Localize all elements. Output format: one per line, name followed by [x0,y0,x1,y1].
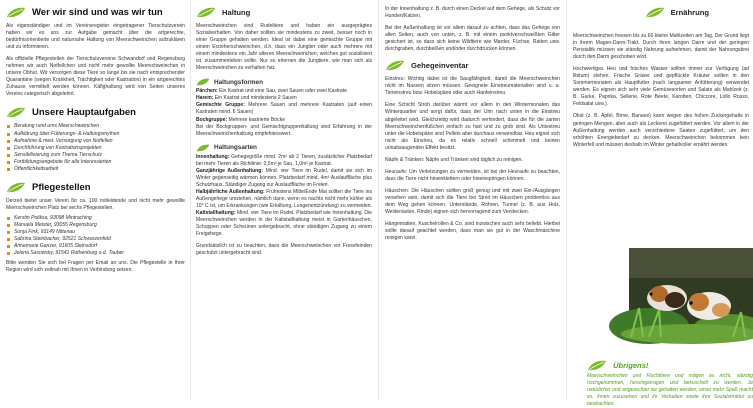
section-header-about [6,7,185,18]
section-header-foster [6,182,185,193]
section-title-foster: Pflegestellen [32,181,91,193]
list-item: Öffentlichkeitsarbeit [6,166,185,173]
type-coldstable: Kaltstallhaltung: Mind. vier Tiere im Rudel. Platzbedarf wie Innenhaltung. Die Meerschweinchen werden in der Kaltstallhaltung meist in Gartenhäuschen, Schuppen oder Scheunen untergebracht, ohne ständigen Zugang zu einem Freigehege. [196,210,372,238]
section-header-nutrition [573,7,749,18]
section-header-husbandry [196,7,372,18]
section-title-inventory: Gehegeinventar [411,61,469,71]
enclosure-paragraph-2: Bei der Außenhaltung ist vor allem darauf zu achten, dass das Gehege von allen Seiten, auch von unten, z. B. mit einem punktverschweißten Gitter gesichert ist, so dass sich keine Wildtiere wie Marder, Füchse, Ratten usw. durchgraben, durchbeißen und/oder durchdrücken können. [385,25,560,53]
green-leaf-icon [645,7,665,18]
fun-fact-header [587,360,753,371]
section-title-husbandry: Haltung [222,8,251,17]
green-leaf-icon [196,7,216,18]
type-outdoor-half: Halbjährliche Außenhaltung: Frühestens Mitte/Ende Mai sollten die Tiere ins Außengehege umziehen, nämlich dann, wenn es nachts nicht mehr kühler als 10° C ist, um Erkrankungen (wie Erkältung, Lungenentzündung) zu vermeiden. [196,188,372,209]
tasks-list [6,123,185,172]
list-item: Sabrina Steinbacher, 92521 Schwarzenfeld [6,236,185,243]
guinea-pig-photo [629,248,753,337]
inventory-houses: Häuschen: Die Häuschen sollten groß genug und mit zwei Ein-/Ausgängen versehen sein, damit sich die Tiere bei Streit im Häuschen problemlos aus dem Weg gehen können. Unterstände, Röhren, Tunnel (z. B. aus Holz, Weidenästen, Rinde) eignen sich hervorragend zum Verstecken. [385,187,560,216]
inventory-bowls: Näpfe & Tränken: Näpfe und Tränken sind täglich zu reinigen. [385,156,523,163]
form-buck: Bockgruppe: Mehrere kastrierte Böcke [196,116,285,123]
list-item: Sonja Fink, 93149 Nittenau [6,229,185,236]
foster-list [6,215,185,257]
list-item: Kerstin Poliksa, 93098 Mintraching [6,215,185,222]
about-paragraph-1: Als eigenständiger und im Vereinsregister eingetragener Tierschutzverein haben wir es uns zur Aufgabe gemacht über die artgerechte, bedürfnisorientierte und naturnahe Haltung von Meerschweinchen aufzuklären und zu informieren. [6,23,185,51]
subsection-header-forms [196,78,372,86]
section-header-inventory [385,60,560,71]
column-enclosure [378,0,566,400]
subsection-header-types [196,144,372,152]
husbandry-paragraph-1: Meerschweinchen sind Rudeltiere und haben ein ausgeprägtes Sozialverhalten. Von daher sollten sie mindestens zu zweit, besser noch in einer Gruppe gehalten werden. Ideal ist dabei eine gemischte Gruppe mit einem Erzieherschweinchen, d.h. dass ein Jungtier oder auch mehrere mit einem mindestens ein Jahr alteren Meerschweinchen, welches gut sozialisiert ist, zusammenleben sollte. Nur so erlernen die Jungtiere, wie man sich als Meerschweinchen zu verhalten hat. [196,23,372,72]
list-item: Manuela Meister, 93055 Regensburg [6,222,185,229]
form-harem: Harem: Ein Kastrat und mindestens 2 Sauen [196,95,297,102]
husbandry-paragraph-3: Grundsätzlich ist zu beachten, dass die Meerschweinchen vor Fressfeinden geschützt untergebracht sind. [196,243,372,257]
fun-fact-text: Meerschweinchen und Fluchttiere und mögen es nicht, ständig hochgenommen, herumgetragen und bekuschelt zu werden. Je natürlicher und artgerechter sie gehalten werden, umso mehr Spaß macht es, ihnen zuzusehen und ihr Verhalten sowie ihre Sozialstruktur zu beobachten. [587,373,753,408]
type-indoor: Innenhaltung: Gehegegröße mind. 2m² ab 2 Tieren, zusätzlicher Platzbedarf bei mehr Tieren als Richtlinie: 0,5m² je Sau, 1,0m² je Kastrat. [196,153,372,167]
inventory-hayrack: Heuraufe: Um Verletzungen zu vermeiden, ist bei der Heuraufe zu beachten, dass die Tiere nicht hineinklettern oder hineinspringen können. [385,168,560,182]
fun-fact-box [587,360,753,408]
about-paragraph-2: Als offizielle Pflegestellen der Tierschutzvereine Schwandorf und Regensburg nehmen wir auch Notfellchen und nicht mehr gewollte Meerschweinchen in unsere Obhut. Wir versorgen diese Tiere so lange bis sie nach entsprechender Quarantäne (wegen Krankheit, Trächtigkeit oder Kastration) in ein artgerechtes Zuhause vermittelt werden können. Käfighaltung wird von Seiten unseres Vereins categorisch abgelehnt. [6,56,185,98]
green-leaf-icon [385,60,405,71]
column-husbandry [190,0,378,400]
green-leaf-icon [6,107,26,118]
form-mixed: Gemischte Gruppe: Mehrere Sauen und mehrere Kastraten (auf einen Kastraten mind. 6 Sauen) [196,102,373,116]
green-leaf-icon [6,7,26,18]
list-item: Beratung rund ums Meerschweinchen [6,123,185,130]
list-item: Jelena Sasowsky, 91541 Rothenburg o.d. Tauber [6,250,185,257]
foster-paragraph-2: Bitte wenden Sie sich bei Fragen per Email an uns. Die Pflegestelle in Ihrer Region wird sich zeitnah mit Ihnen in Verbindung setzen. [6,260,185,274]
form-pairs: Pärchen: Ein Kastrat und eine Sau, zwei Sauen oder zwei Kastrate [196,88,347,95]
section-title-nutrition: Ernährung [670,8,709,17]
list-item: Sensibilisierung zum Thema Tierschutz [6,152,185,159]
section-title-about: Wer wir sind und was wir tun [32,7,163,18]
type-outdoor-year: Ganzjährige Außenhaltung: Mind. vier Tiere im Rudel, damit sie sich im Winter gegenseitig wärmen können. Platzbedarf mind. 4m² Auslauffläche plus Schutzhaus. Ständiger Zugang zur Auslauffläche im Freien. [196,167,372,188]
nutrition-paragraph-1: Meerschweinchen fressen bis zu 60 kleine Mahlzeiten am Tag. Der Grund liegt in ihrem Magen-Darm-Trakt. Durch ihren langen Darm und der geringen Peristaltik müssen sie ständig Nahrung aufnehmen, damit der Nahrungsbrei durch den Darm geschoben wird. [573,33,749,61]
column-about [0,0,190,400]
subsection-title-types: Haltungsarten [214,144,257,152]
nutrition-paragraph-3: Obst (z. B. Apfel, Birne, Banane) kann wegen des hohen Zuckergehalts in geringen Mengen, aber auch als Leckerei zugefüttert werden. Vor allem in der Außenhaltung werden auch verschiedene Saaten zugefüttert, um den erhöhten Energiebedarf zu decken. Meerschweinchen bekommen kein Winterfell und müssen deshalb im Winter gehaltvoller ernährt werden. [573,113,749,148]
section-title-tasks: Unsere Hauptaufgaben [32,107,136,119]
subsection-title-forms: Haltungsformen [214,78,263,86]
foster-paragraph-1: Derzeit bietet unser Verein für ca. 100 notleidende und nicht mehr gewollte Meerschweinchen Platz bei sechs Pflegestellen. [6,197,185,211]
forms-note: Bei der Bockgruppen- und Gemischtgruppenhaltung sind Erfahrung in der Meerschweinchenhaltung empfehlenswert. [196,123,372,137]
green-leaf-icon [196,144,210,152]
list-item: Durchführung von Kastrationsprojekten [6,145,185,152]
list-item: Annemarie Ganzer, 91605 Steinsdorf [6,243,185,250]
section-header-tasks [6,107,185,118]
inventory-straw: Eine Schicht Stroh darüber wärmt vor allem in den Wintermonaten das Winterquartier und sorgt dafür, dass der Urin nach unten in die Einstreu abgeleitet wird. Gleichzeitig wird dadurch verhindert, dass die für die zarten Meerschweinchenfüßchen einfach zu hart und zu grob sind. Als Untestreu unter die Hobelspäne sind Pellets aber durchaus verwendbar. Heu eignet sich nicht als Einstreu, da es relativ schnell schimmelt und keinen urinabsaugenden Effekt besitzt. [385,102,560,151]
fun-fact-title: Übrigens! [613,361,649,370]
inventory-hammocks: Hängematten, Kuschelrollen & Co. sind inzwischen auch sehr beliebt. Hierbei sollte darauf geachtet werden, dass man sie gut in der Waschmaschine reinigen kann. [385,221,560,242]
list-item: Aufnahme & med. Versorgung von Notfellen [6,138,185,145]
green-leaf-icon [6,182,26,193]
nutrition-paragraph-2: Hochwertiges Heu und frisches Wasser sollten immer zur Verfügung (ad libitum) stehen. Frische Gräser und gepflückte Kräuter sollten in den Sommermonaten als Hauptfutter (nach langsamer Anfütterung) verwendet werden. Es eignen sich sehr viele Gemüsesorten und Salate als Mahlzeit (z. B. Gurke, Paprika, Sellerie, Rote Beete, Karotten, Chiccore, Lollo Rosso, Feldsalat usw.). [573,66,749,108]
inventory-bedding: Einstreu: Wichtig dabei ist die Saugfähigkeit, damit die Meerschweinchen nicht im Nassen sitzen müssen. Geeignete Einstreumaterialien sind u. a. Tiereinstreu bzw. Hobelspäne oder auch Hanfeinstreu. [385,76,560,97]
green-leaf-icon [196,78,210,86]
list-item: Aufklärung über Fütterungs- & Haltungsmythen [6,131,185,138]
enclosure-paragraph-1: In der Innenhaltung z. B. durch einen Deckel auf dem Gehege, als Schutz vor Hunden/Katzen. [385,6,560,20]
green-leaf-icon [587,360,607,371]
list-item: Fortbildungsangebote für alle Interessierten [6,159,185,166]
